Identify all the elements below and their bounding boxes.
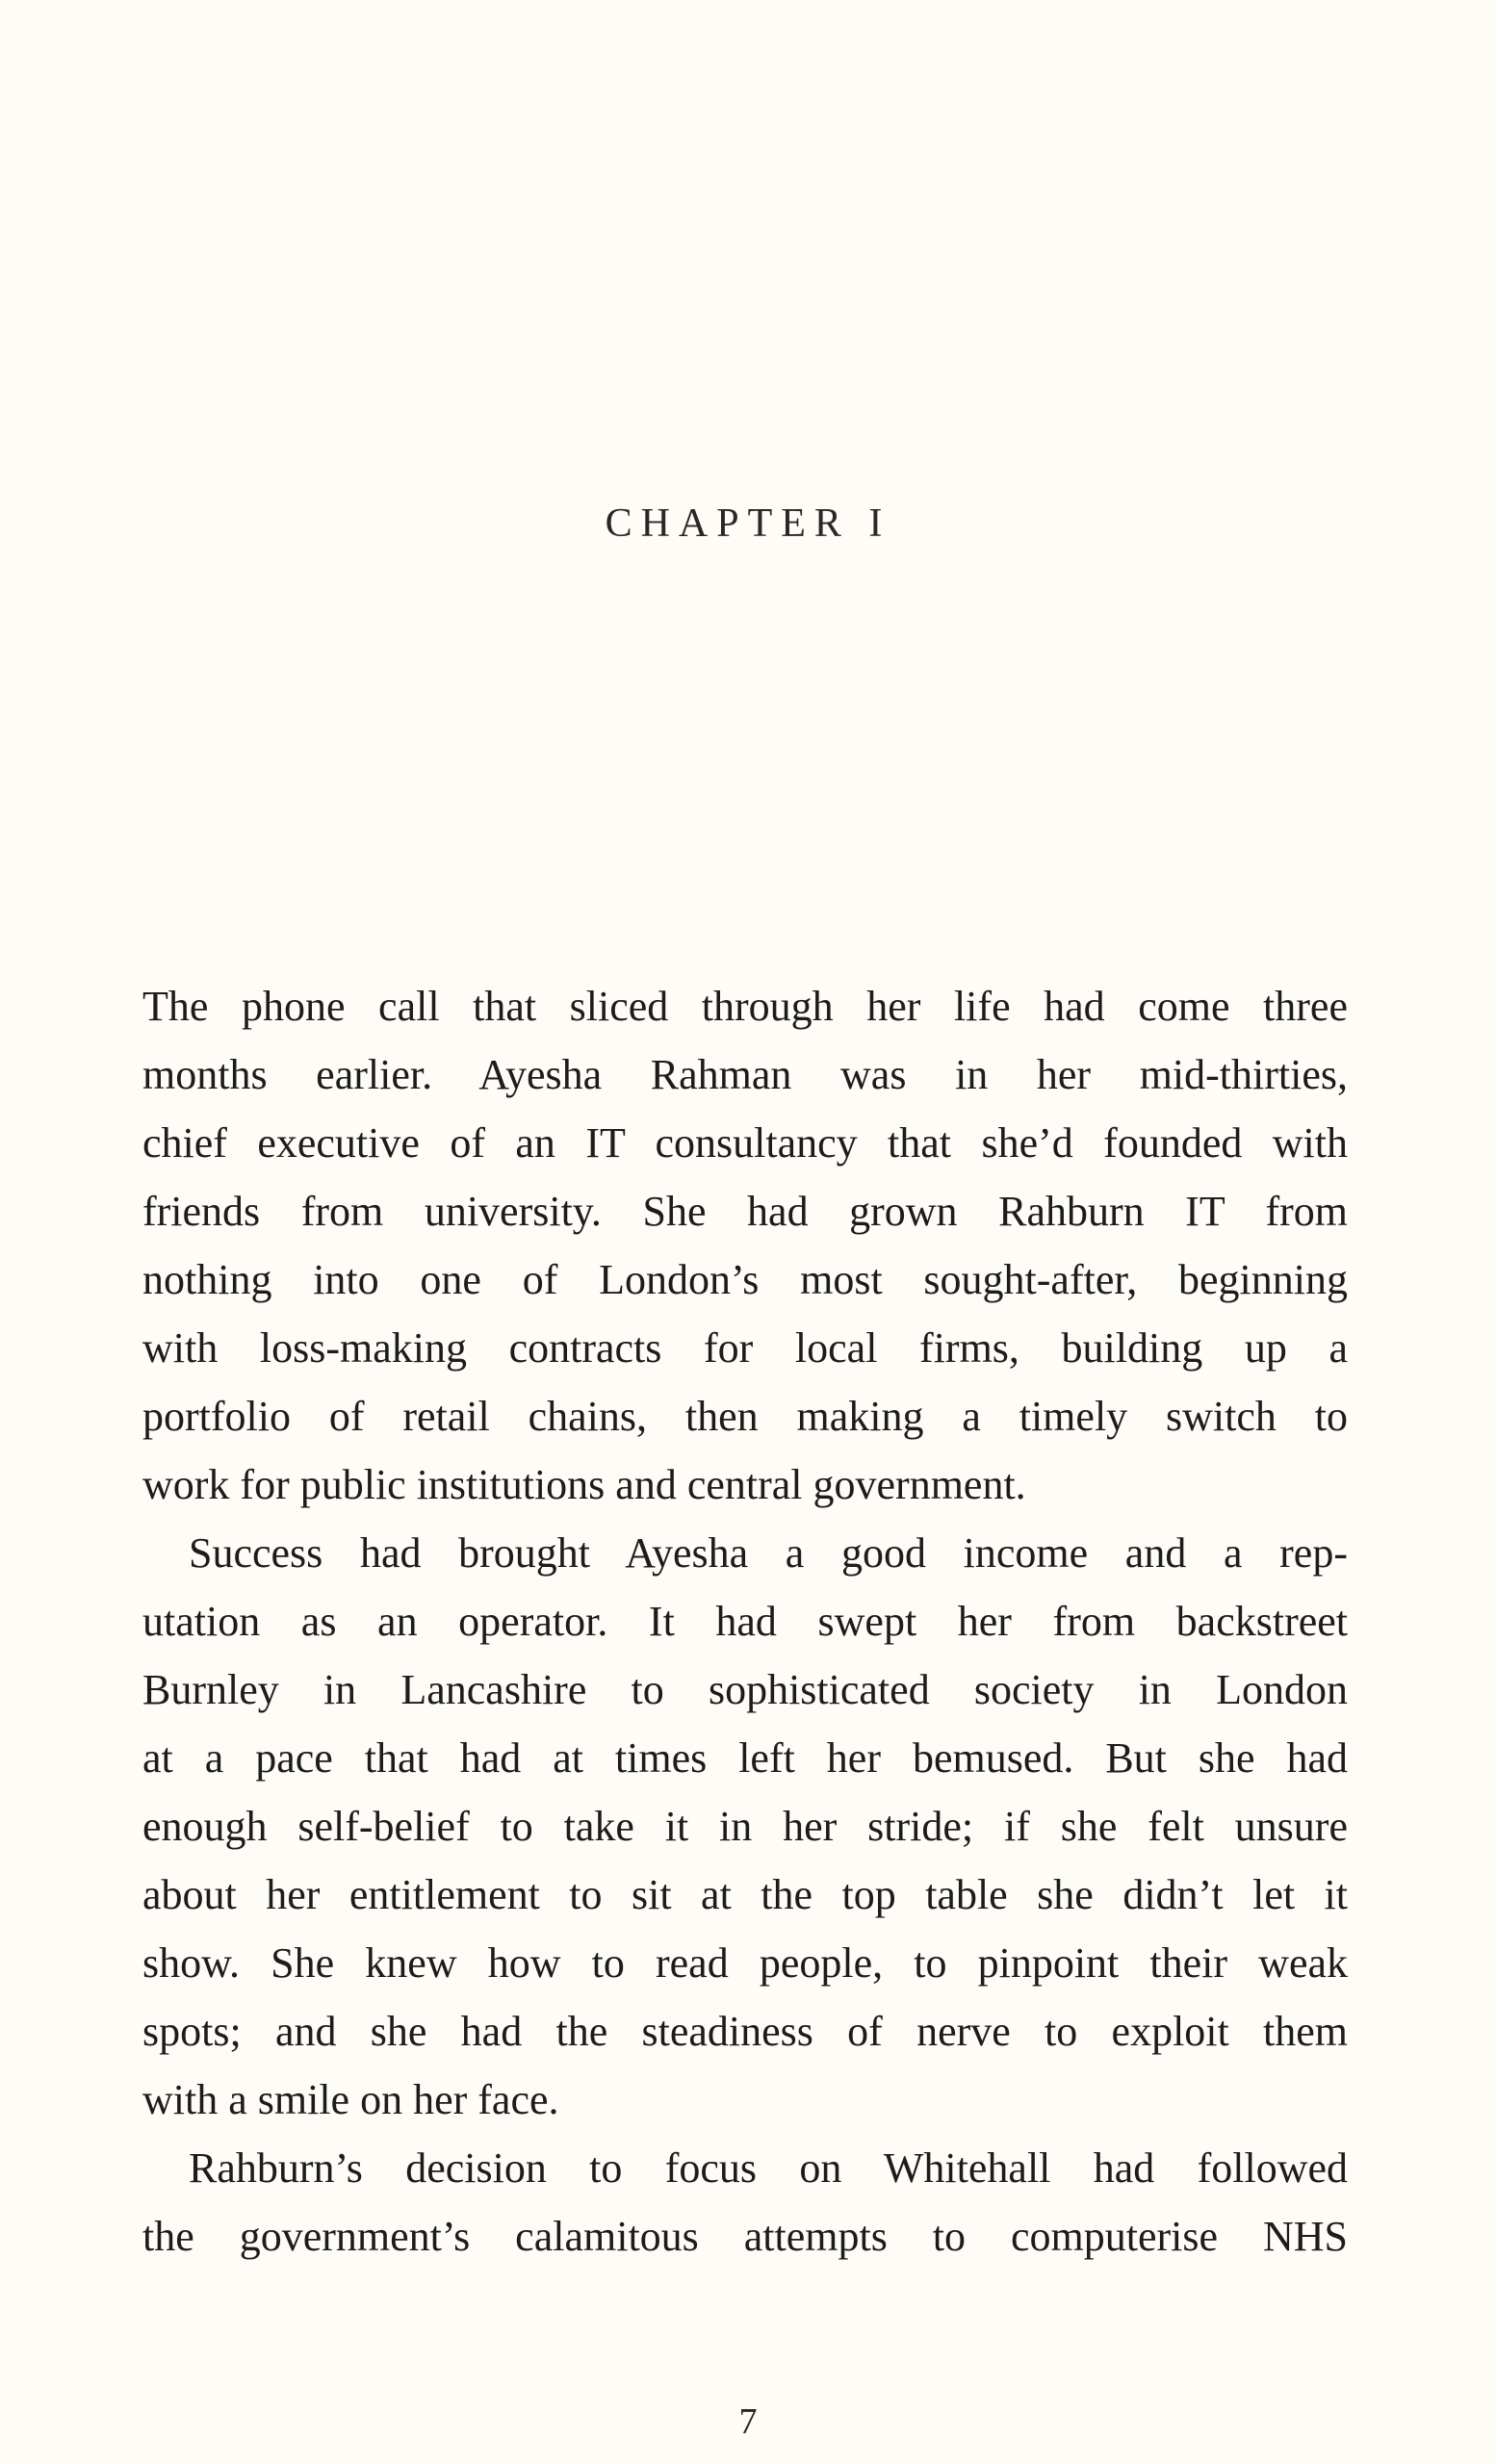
text-line: about her entitlement to sit at the top table she didn’t let it: [142, 1871, 1348, 1918]
text-line: enough self-belief to take it in her stride; if she felt unsure: [142, 1803, 1348, 1850]
text-line: friends from university. She had grown Rahburn IT from: [142, 1188, 1348, 1235]
text-line: Rahburn’s decision to focus on Whitehall had followed: [189, 2144, 1348, 2192]
text-line: the government’s calamitous attempts to computerise NHS: [142, 2213, 1348, 2260]
text-line: with a smile on her face.: [142, 2076, 559, 2123]
text-line: utation as an operator. It had swept her from backstreet: [142, 1598, 1348, 1645]
text-line: months earlier. Ayesha Rahman was in her mid-thirties,: [142, 1051, 1348, 1098]
page-number: 7: [738, 2401, 758, 2442]
text-line: Success had brought Ayesha a good income and a rep-: [189, 1529, 1348, 1577]
text-line: show. She knew how to read people, to pinpoint their weak: [142, 1939, 1348, 1987]
paragraph-3: [142, 2134, 1348, 2271]
text-line: at a pace that had at times left her bemused. But she had: [142, 1734, 1348, 1782]
text-line: with loss-making contracts for local firms, building up a: [142, 1324, 1348, 1372]
paragraph-1: [142, 972, 1348, 1519]
text-line: work for public institutions and central government.: [142, 1461, 1026, 1508]
text-line: portfolio of retail chains, then making a timely switch to: [142, 1393, 1348, 1440]
text-line: The phone call that sliced through her life had come three: [142, 983, 1348, 1030]
chapter-heading: CHAPTER I: [605, 501, 891, 546]
text-line: chief executive of an IT consultancy that she’d founded with: [142, 1119, 1348, 1167]
text-line: spots; and she had the steadiness of nerve to exploit them: [142, 2008, 1348, 2055]
paragraph-2: [142, 1519, 1348, 2134]
body-text: [142, 972, 1348, 2271]
text-line: Burnley in Lancashire to sophisticated society in London: [142, 1666, 1348, 1713]
text-line: nothing into one of London’s most sought-after, beginning: [142, 1256, 1348, 1303]
